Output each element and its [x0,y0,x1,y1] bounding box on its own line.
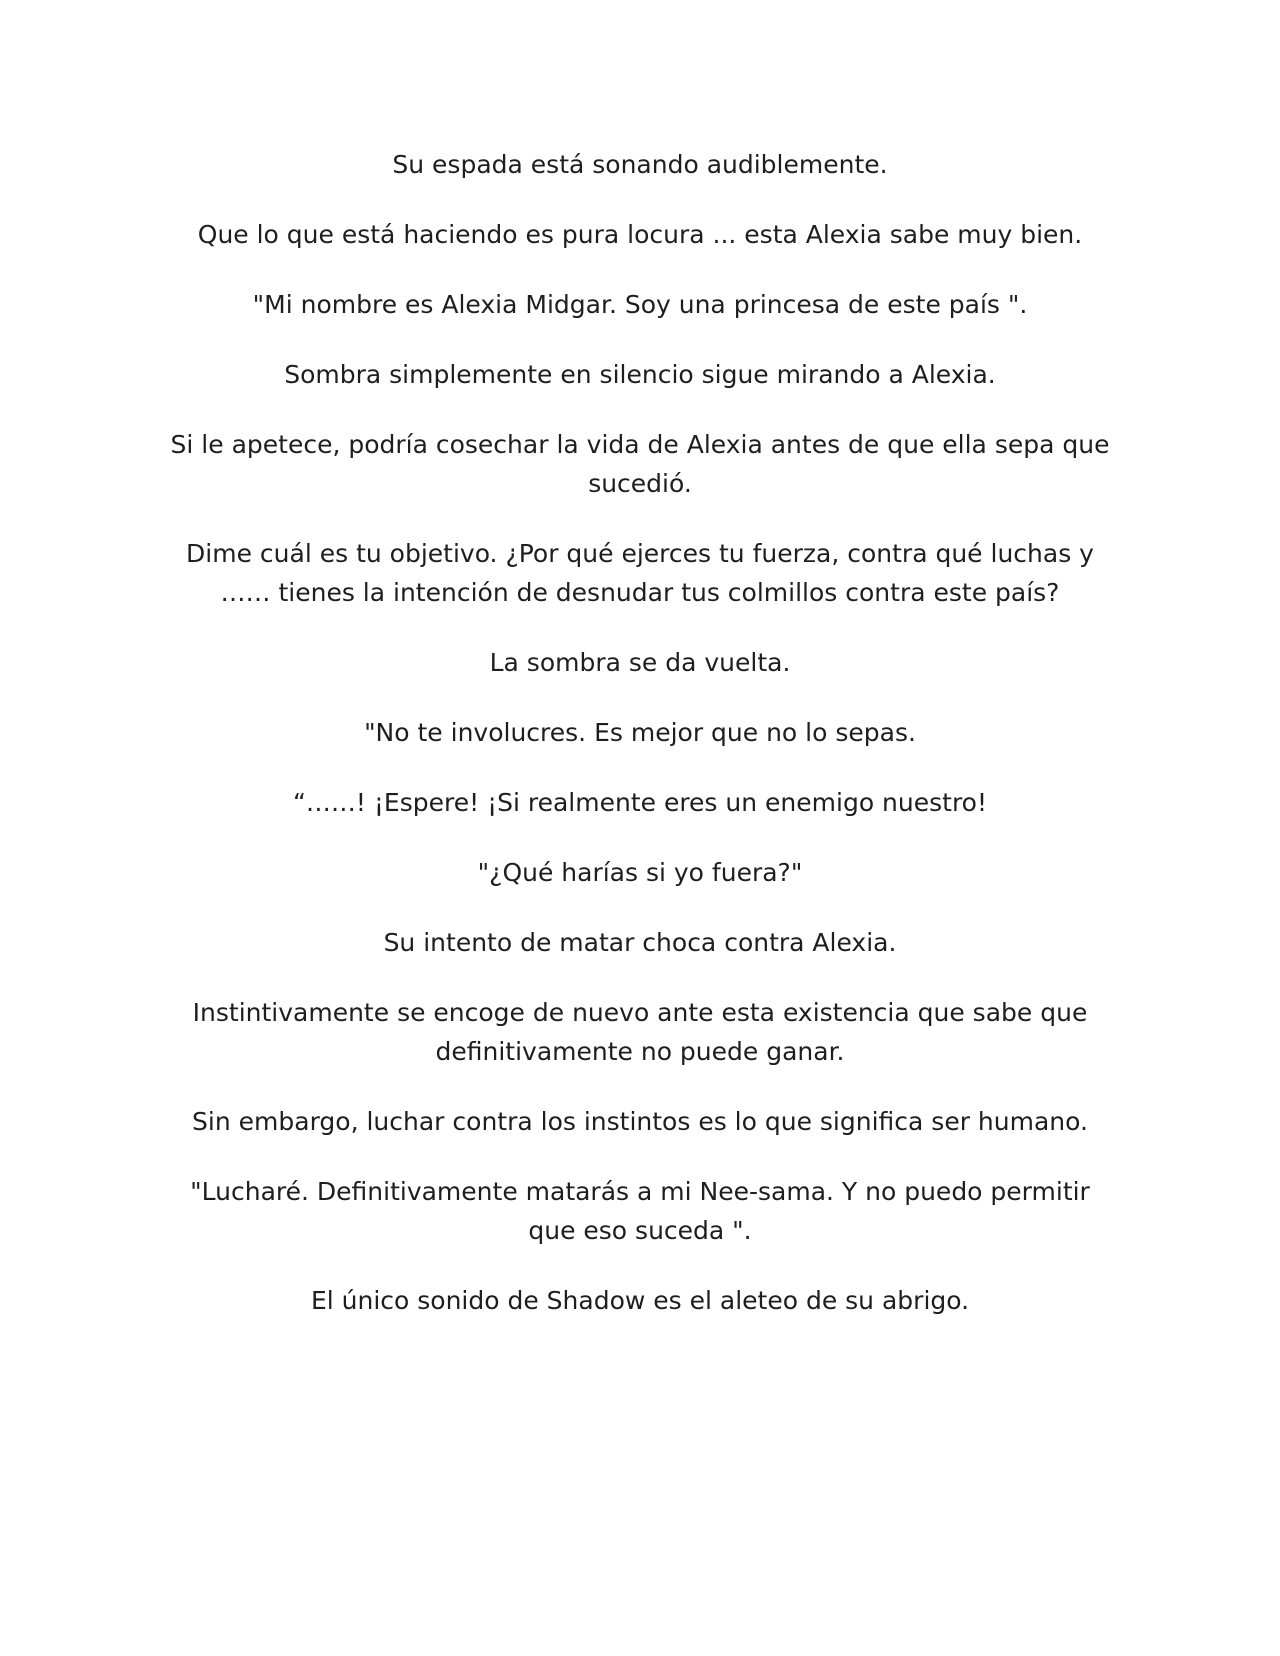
paragraph: "Mi nombre es Alexia Midgar. Soy una princesa de este país ". [252,290,1028,319]
paragraph: La sombra se da vuelta. [489,648,791,677]
body-text [170,145,1110,1351]
paragraph: El único sonido de Shadow es el aleteo de su abrigo. [310,1286,970,1315]
paragraph: "¿Qué harías si yo fuera?" [477,858,803,887]
paragraph: Su intento de matar choca contra Alexia. [383,928,897,957]
paragraph: "Lucharé. Definitivamente matarás a mi Nee-sama. Y no puedo permitir que eso suceda ". [190,1177,1090,1245]
paragraph: Sin embargo, luchar contra los instintos es lo que significa ser humano. [192,1107,1088,1136]
paragraph: “……! ¡Espere! ¡Si realmente eres un enemigo nuestro! [292,788,988,817]
paragraph: "No te involucres. Es mejor que no lo sepas. [364,718,916,747]
paragraph: Si le apetece, podría cosechar la vida de Alexia antes de que ella sepa que sucedió. [170,430,1110,498]
paragraph: Que lo que está haciendo es pura locura ... esta Alexia sabe muy bien. [197,220,1083,249]
paragraph: Sombra simplemente en silencio sigue mirando a Alexia. [284,360,996,389]
paragraph: Su espada está sonando audiblemente. [392,150,888,179]
paragraph: Instintivamente se encoge de nuevo ante esta existencia que sabe que definitivamente no puede ganar. [192,998,1088,1066]
paragraph: Dime cuál es tu objetivo. ¿Por qué ejerces tu fuerza, contra qué luchas y …… tienes la intención de desnudar tus colmillos contra este país? [186,539,1094,607]
